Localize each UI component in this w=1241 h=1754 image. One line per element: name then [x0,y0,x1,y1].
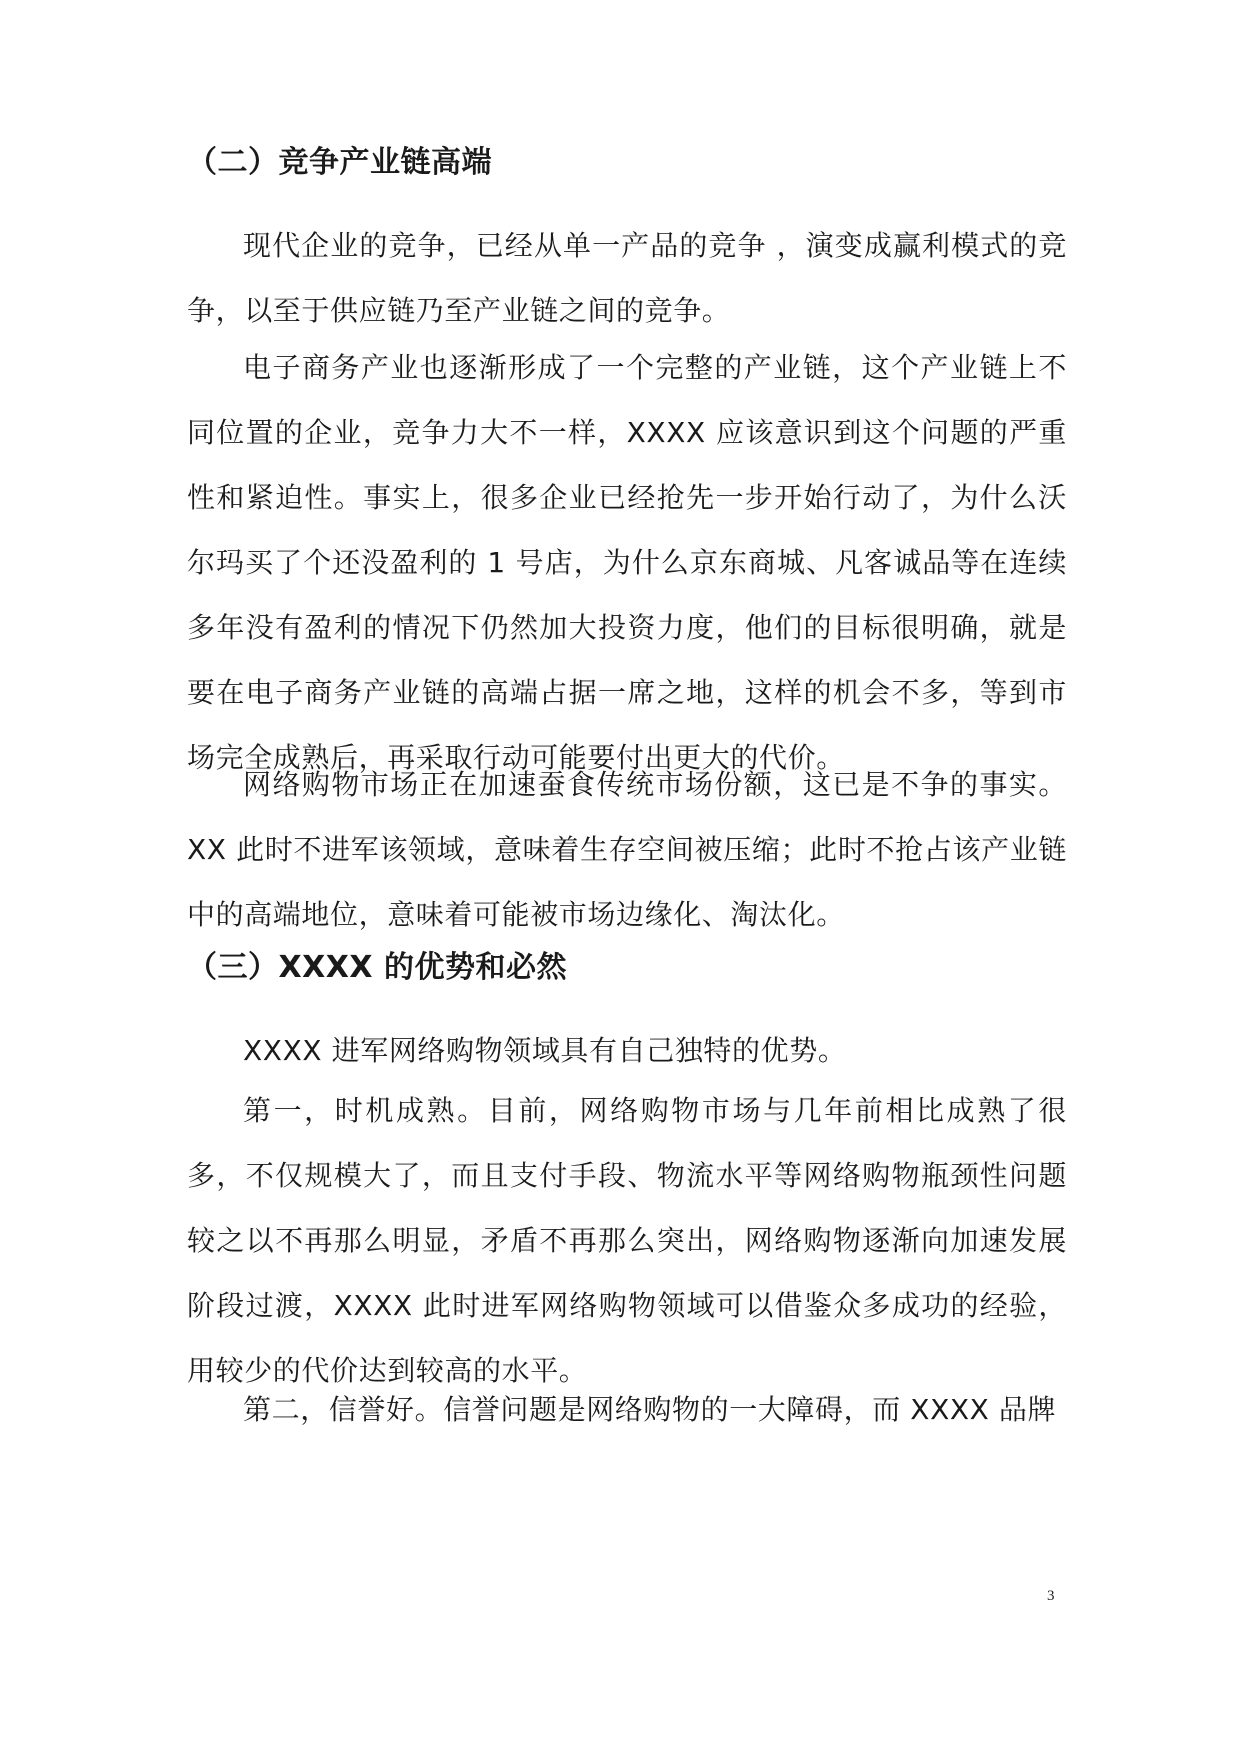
paragraph-6: 第二，信誉好。信誉问题是网络购物的一大障碍，而 XXXX 品牌 [243,1393,1057,1426]
paragraph-1: 现代企业的竞争，已经从单一产品的竞争 ，演变成赢利模式的竞争，以至于供应链乃至产业链之间的竞争。 [187,229,1067,327]
page-number: 3 [1047,1588,1055,1604]
section-heading-2: （二）竞争产业链高端 [187,145,492,180]
paragraph-3: 网络购物市场正在加速蚕食传统市场份额，这已是不争的事实。XX 此时不进军该领域，意味着生存空间被压缩；此时不抢占该产业链中的高端地位，意味着可能被市场边缘化、淘汰化。 [187,768,1067,931]
paragraph-5: 第一，时机成熟。目前，网络购物市场与几年前相比成熟了很多，不仅规模大了，而且支付手段、物流水平等网络购物瓶颈性问题较之以不再那么明显，矛盾不再那么突出，网络购物逐渐向加速发展阶段过渡，XXXX 此时进军网络购物领域可以借鉴众多成功的经验，用较少的代价达到较高的水平。 [187,1094,1067,1387]
paragraph-2: 电子商务产业也逐渐形成了一个完整的产业链，这个产业链上不同位置的企业，竞争力大不一样，XXXX 应该意识到这个问题的严重性和紧迫性。事实上，很多企业已经抢先一步开始行动了，为什么沃尔玛买了个还没盈利的 1 号店，为什么京东商城、凡客诚品等在连续多年没有盈利的情况下仍然加大投资力度，他们的目标很明确，就是要在电子商务产业链的高端占据一席之地，这样的机会不多，等到市场完全成熟后，再采取行动可能要付出更大的代价。 [187,351,1067,774]
section-heading-3: （三）XXXX 的优势和必然 [187,950,567,985]
paragraph-4: XXXX 进军网络购物领域具有自己独特的优势。 [243,1034,847,1067]
